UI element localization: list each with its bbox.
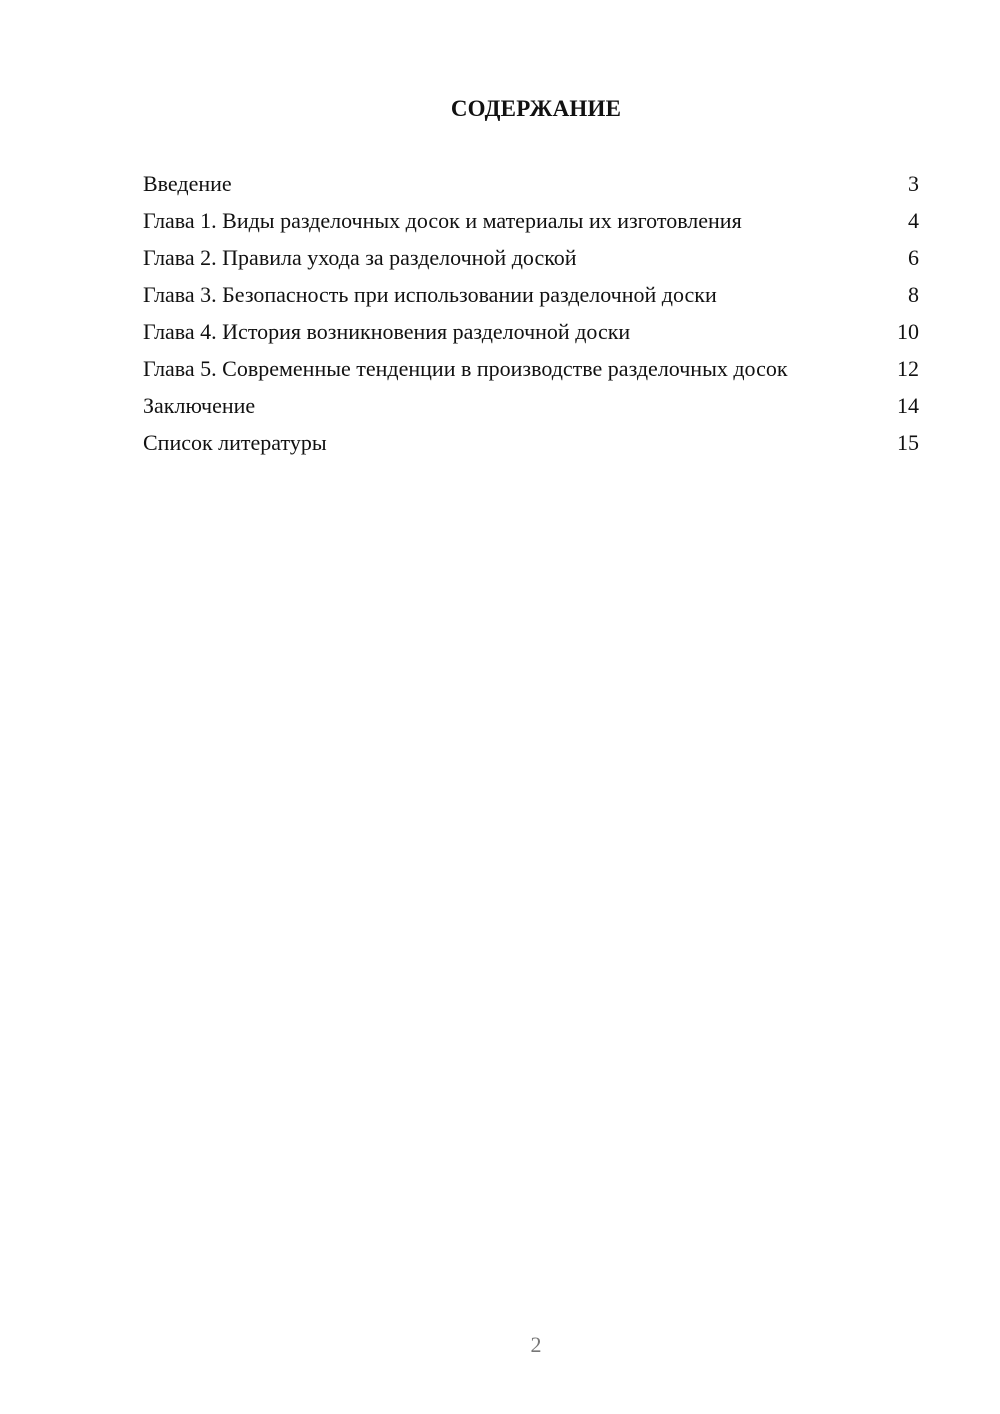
toc-entry-title: Введение xyxy=(143,171,232,196)
toc-entry xyxy=(143,281,919,309)
toc-entry xyxy=(143,429,919,457)
toc-entry-page: 12 xyxy=(897,356,919,381)
toc-entry xyxy=(143,170,919,198)
toc-entry xyxy=(143,355,919,383)
toc-entry xyxy=(143,318,919,346)
toc-entry-page: 3 xyxy=(908,171,919,196)
toc-entry-title: Глава 3. Безопасность при использовании разделочной доски xyxy=(143,282,717,307)
table-of-contents xyxy=(143,170,919,466)
page-number: 2 xyxy=(530,1332,542,1357)
toc-entry-page: 10 xyxy=(897,319,919,344)
toc-entry-page: 14 xyxy=(897,393,919,418)
toc-entry xyxy=(143,392,919,420)
toc-entry-title: Глава 4. История возникновения разделочной доски xyxy=(143,319,631,344)
toc-entry-page: 4 xyxy=(908,208,919,233)
toc-entry-title: Глава 2. Правила ухода за разделочной доской xyxy=(143,245,577,270)
toc-entry-title: Глава 5. Современные тенденции в производстве разделочных досок xyxy=(143,356,788,381)
toc-entry-page: 6 xyxy=(908,245,919,270)
toc-entry-page: 8 xyxy=(908,282,919,307)
toc-entry-title: Список литературы xyxy=(143,430,327,455)
toc-entry-title: Заключение xyxy=(143,393,256,418)
page-title: СОДЕРЖАНИЕ xyxy=(450,96,622,121)
toc-entry-page: 15 xyxy=(897,430,919,455)
toc-entry xyxy=(143,244,919,272)
toc-entry xyxy=(143,207,919,235)
toc-entry-title: Глава 1. Виды разделочных досок и материалы их изготовления xyxy=(143,208,742,233)
